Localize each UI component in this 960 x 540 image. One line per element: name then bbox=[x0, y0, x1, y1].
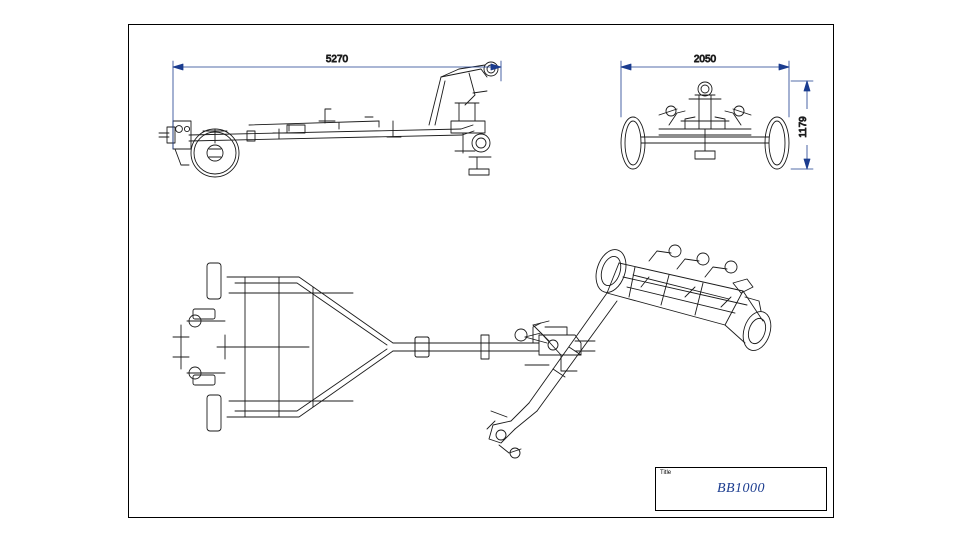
overall-width-dimension bbox=[621, 61, 789, 117]
overall-height-value: 1179 bbox=[798, 116, 809, 138]
title-block-label: Title bbox=[660, 470, 672, 476]
overall-length-dimension bbox=[173, 61, 501, 149]
isometric-view-geometry bbox=[487, 245, 776, 458]
title-block bbox=[655, 467, 827, 511]
side-view-geometry bbox=[159, 62, 498, 177]
title-block-value: BB1000 bbox=[716, 481, 766, 496]
overall-width-value: 2050 bbox=[693, 54, 717, 65]
top-view-geometry bbox=[173, 263, 595, 431]
overall-length-value: 5270 bbox=[325, 54, 349, 65]
drawing-frame bbox=[128, 24, 834, 518]
front-view-geometry bbox=[621, 82, 789, 169]
drawing-canvas bbox=[129, 25, 833, 517]
